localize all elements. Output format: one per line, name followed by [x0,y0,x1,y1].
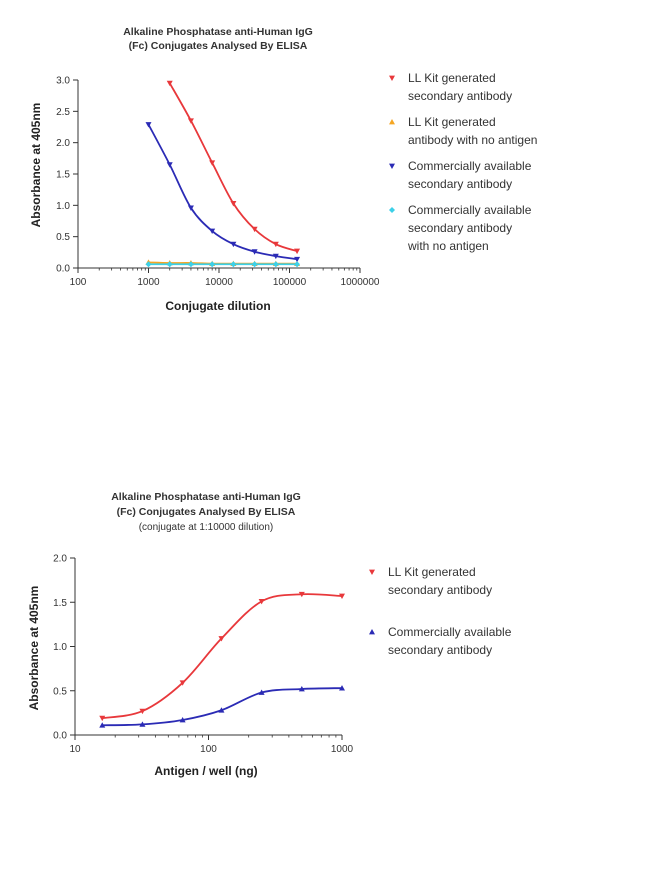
chart-1-legend-marker-2 [389,119,395,124]
y-tick-label: 1.0 [53,642,67,653]
x-tick-label: 10 [69,744,81,755]
chart-1-legend-entry-3 [389,159,532,191]
chart-1-series-1 [167,81,300,254]
chart-1-y-axis-label: Absorbance at 405nm [29,102,43,228]
x-tick-label: 1000 [137,277,160,288]
chart-1-legend [389,71,537,253]
chart-1-legend-marker-4 [389,207,395,213]
y-tick-label: 1.0 [56,200,70,212]
chart-1-series-4-point [252,261,258,267]
y-tick-label: 2.5 [56,106,70,118]
chart-1-x-axis-label: Conjugate dilution [165,299,271,313]
y-tick-label: 3.0 [56,75,70,87]
chart-2-series-2 [99,685,345,728]
y-tick-label: 0.5 [56,232,70,244]
chart-1-plot-area [146,81,301,268]
chart-1-series-4-point [273,261,279,267]
chart-2-x-axis-label: Antigen / well (ng) [154,764,258,778]
chart-2-legend [369,565,512,657]
chart-2-title-line-1: Alkaline Phosphatase anti-Human IgG [111,491,301,503]
y-tick-label: 0.0 [56,263,70,275]
chart-1-series-3-line [149,124,298,259]
chart-2-legend-marker-2 [369,629,375,634]
chart-2-subtitle: (conjugate at 1:10000 dilution) [138,522,274,533]
chart-1-legend-label: secondary antibody [408,89,513,103]
x-tick-label: 100 [200,744,217,755]
chart-1-series-3 [146,122,301,262]
chart-1-axes [56,76,380,289]
chart-1-legend-label: Commercially available [408,159,532,173]
y-tick-label: 0.0 [53,730,67,742]
x-tick-label: 100000 [272,277,307,288]
chart-conjugate-dilution [29,26,537,313]
chart-1-legend-label: secondary antibody [408,221,513,235]
chart-2-legend-entry-1 [369,565,492,597]
y-tick-label: 1.5 [56,169,70,181]
chart-1-legend-entry-1 [389,71,512,103]
chart-1-legend-label: Commercially available [408,203,532,217]
chart-2-title-line-2: (Fc) Conjugates Analysed By ELISA [116,506,296,518]
chart-1-title-line-2: (Fc) Conjugates Analysed By ELISA [128,40,308,52]
chart-2-series-1-line [102,594,342,718]
chart-1-series-3-point [167,162,173,167]
y-tick-label: 2.0 [56,138,70,150]
chart-2-legend-label: LL Kit generated [388,565,476,579]
y-tick-label: 0.5 [53,686,67,698]
chart-1-series-4-point [294,261,300,267]
chart-1-series-4-point [230,261,236,267]
chart-1-legend-label: LL Kit generated [408,115,496,129]
chart-1-legend-label: LL Kit generated [408,71,496,85]
chart-1-title-line-1: Alkaline Phosphatase anti-Human IgG [123,26,313,38]
chart-2-legend-marker-1 [369,570,375,575]
x-tick-label: 10000 [205,277,233,288]
chart-1-legend-label: antibody with no antigen [408,133,538,147]
chart-2-axes [53,554,353,756]
chart-1-series-1-line [170,83,297,251]
chart-antigen-per-well [27,491,512,778]
chart-1-series-4-point [209,261,215,267]
x-tick-label: 100 [69,277,87,288]
chart-2-series-1 [99,592,345,721]
chart-1-legend-marker-3 [389,164,395,169]
chart-2-legend-label: secondary antibody [388,643,493,657]
chart-2-y-axis-label: Absorbance at 405nm [27,585,41,711]
chart-2-series-2-line [102,688,342,725]
chart-2-plot-area [99,592,345,728]
y-tick-label: 1.5 [53,597,67,609]
chart-1-legend-label: with no antigen [408,239,489,253]
chart-1-legend-entry-2 [389,115,537,147]
chart-1-legend-marker-1 [389,76,395,81]
chart-2-legend-label: Commercially available [388,625,512,639]
x-tick-label: 1000000 [340,277,380,288]
x-tick-label: 1000 [330,744,354,755]
chart-2-legend-label: secondary antibody [388,583,493,597]
chart-2-legend-entry-2 [369,625,512,657]
chart-1-legend-label: secondary antibody [408,177,513,191]
chart-1-legend-entry-4 [389,203,532,253]
y-tick-label: 2.0 [53,553,67,565]
